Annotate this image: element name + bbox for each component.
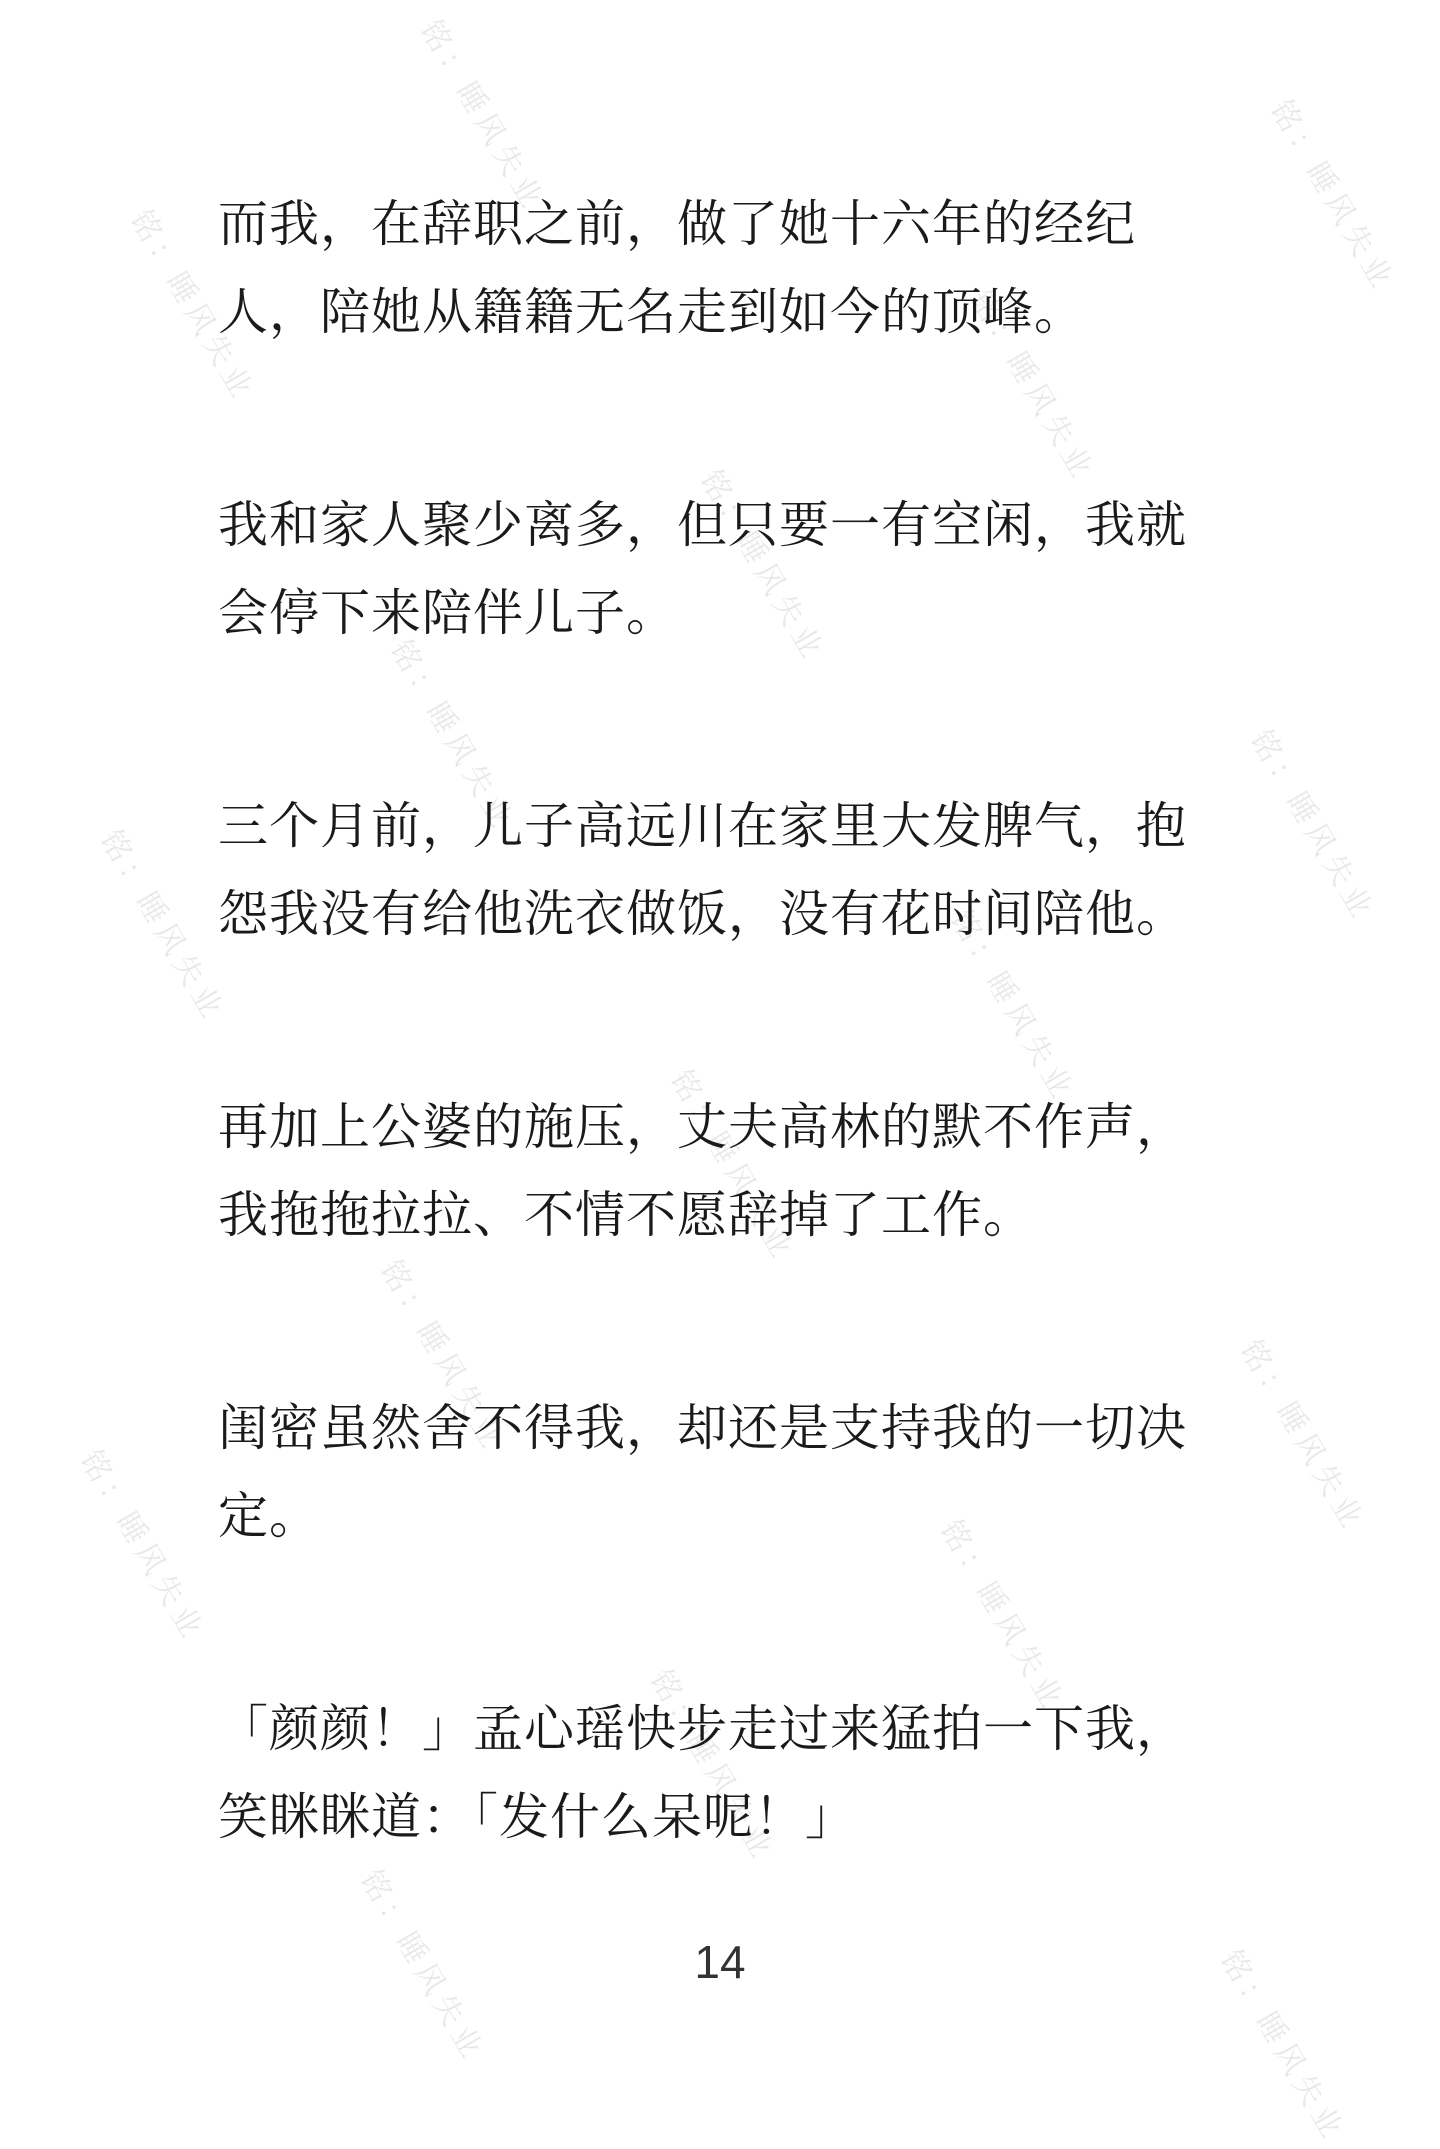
watermark: 铭：睡风失业 — [92, 824, 232, 1029]
page-number: 14 — [694, 1936, 746, 1988]
watermark: 铭：睡风失业 — [412, 14, 552, 219]
watermark: 铭：睡风失业 — [1262, 94, 1402, 299]
paragraph: 而我，在辞职之前，做了她十六年的经纪人，陪她从籍籍无名走到如今的顶峰。 — [218, 195, 1136, 341]
watermark: 铭：睡风失业 — [942, 904, 1082, 1109]
article-body — [218, 180, 1218, 1986]
watermark: 铭：睡风失业 — [1232, 1334, 1372, 1539]
watermark: 铭：睡风失业 — [962, 284, 1102, 489]
watermark: 铭：睡风失业 — [372, 1254, 512, 1459]
watermark: 铭：睡风失业 — [1212, 1944, 1352, 2149]
watermark: 铭：睡风失业 — [1242, 724, 1382, 929]
paragraph: 我和家人聚少离多，但只要一有空闲，我就会停下来陪伴儿子。 — [218, 496, 1187, 642]
watermark: 铭：睡风失业 — [692, 464, 832, 669]
paragraph: 「颜颜！」孟心瑶快步走过来猛拍一下我，笑眯眯道：「发什么呆呢！」 — [218, 1700, 1187, 1846]
watermark: 铭：睡风失业 — [352, 1864, 492, 2069]
watermark: 铭：睡风失业 — [642, 1664, 782, 1869]
paragraph: 三个月前，儿子高远川在家里大发脾气，抱怨我没有给他洗衣做饭，没有花时间陪他。 — [218, 797, 1187, 943]
watermark: 铭：睡风失业 — [932, 1514, 1072, 1719]
watermark: 铭：睡风失业 — [382, 634, 522, 839]
paragraph: 再加上公婆的施压，丈夫高林的默不作声，我拖拖拉拉、不情不愿辞掉了工作。 — [218, 1098, 1187, 1244]
watermark: 铭：睡风失业 — [72, 1444, 212, 1649]
watermark: 铭：睡风失业 — [122, 204, 262, 409]
paragraph: 闺密虽然舍不得我，却还是支持我的一切决定。 — [218, 1399, 1187, 1545]
watermark: 铭：睡风失业 — [662, 1064, 802, 1269]
